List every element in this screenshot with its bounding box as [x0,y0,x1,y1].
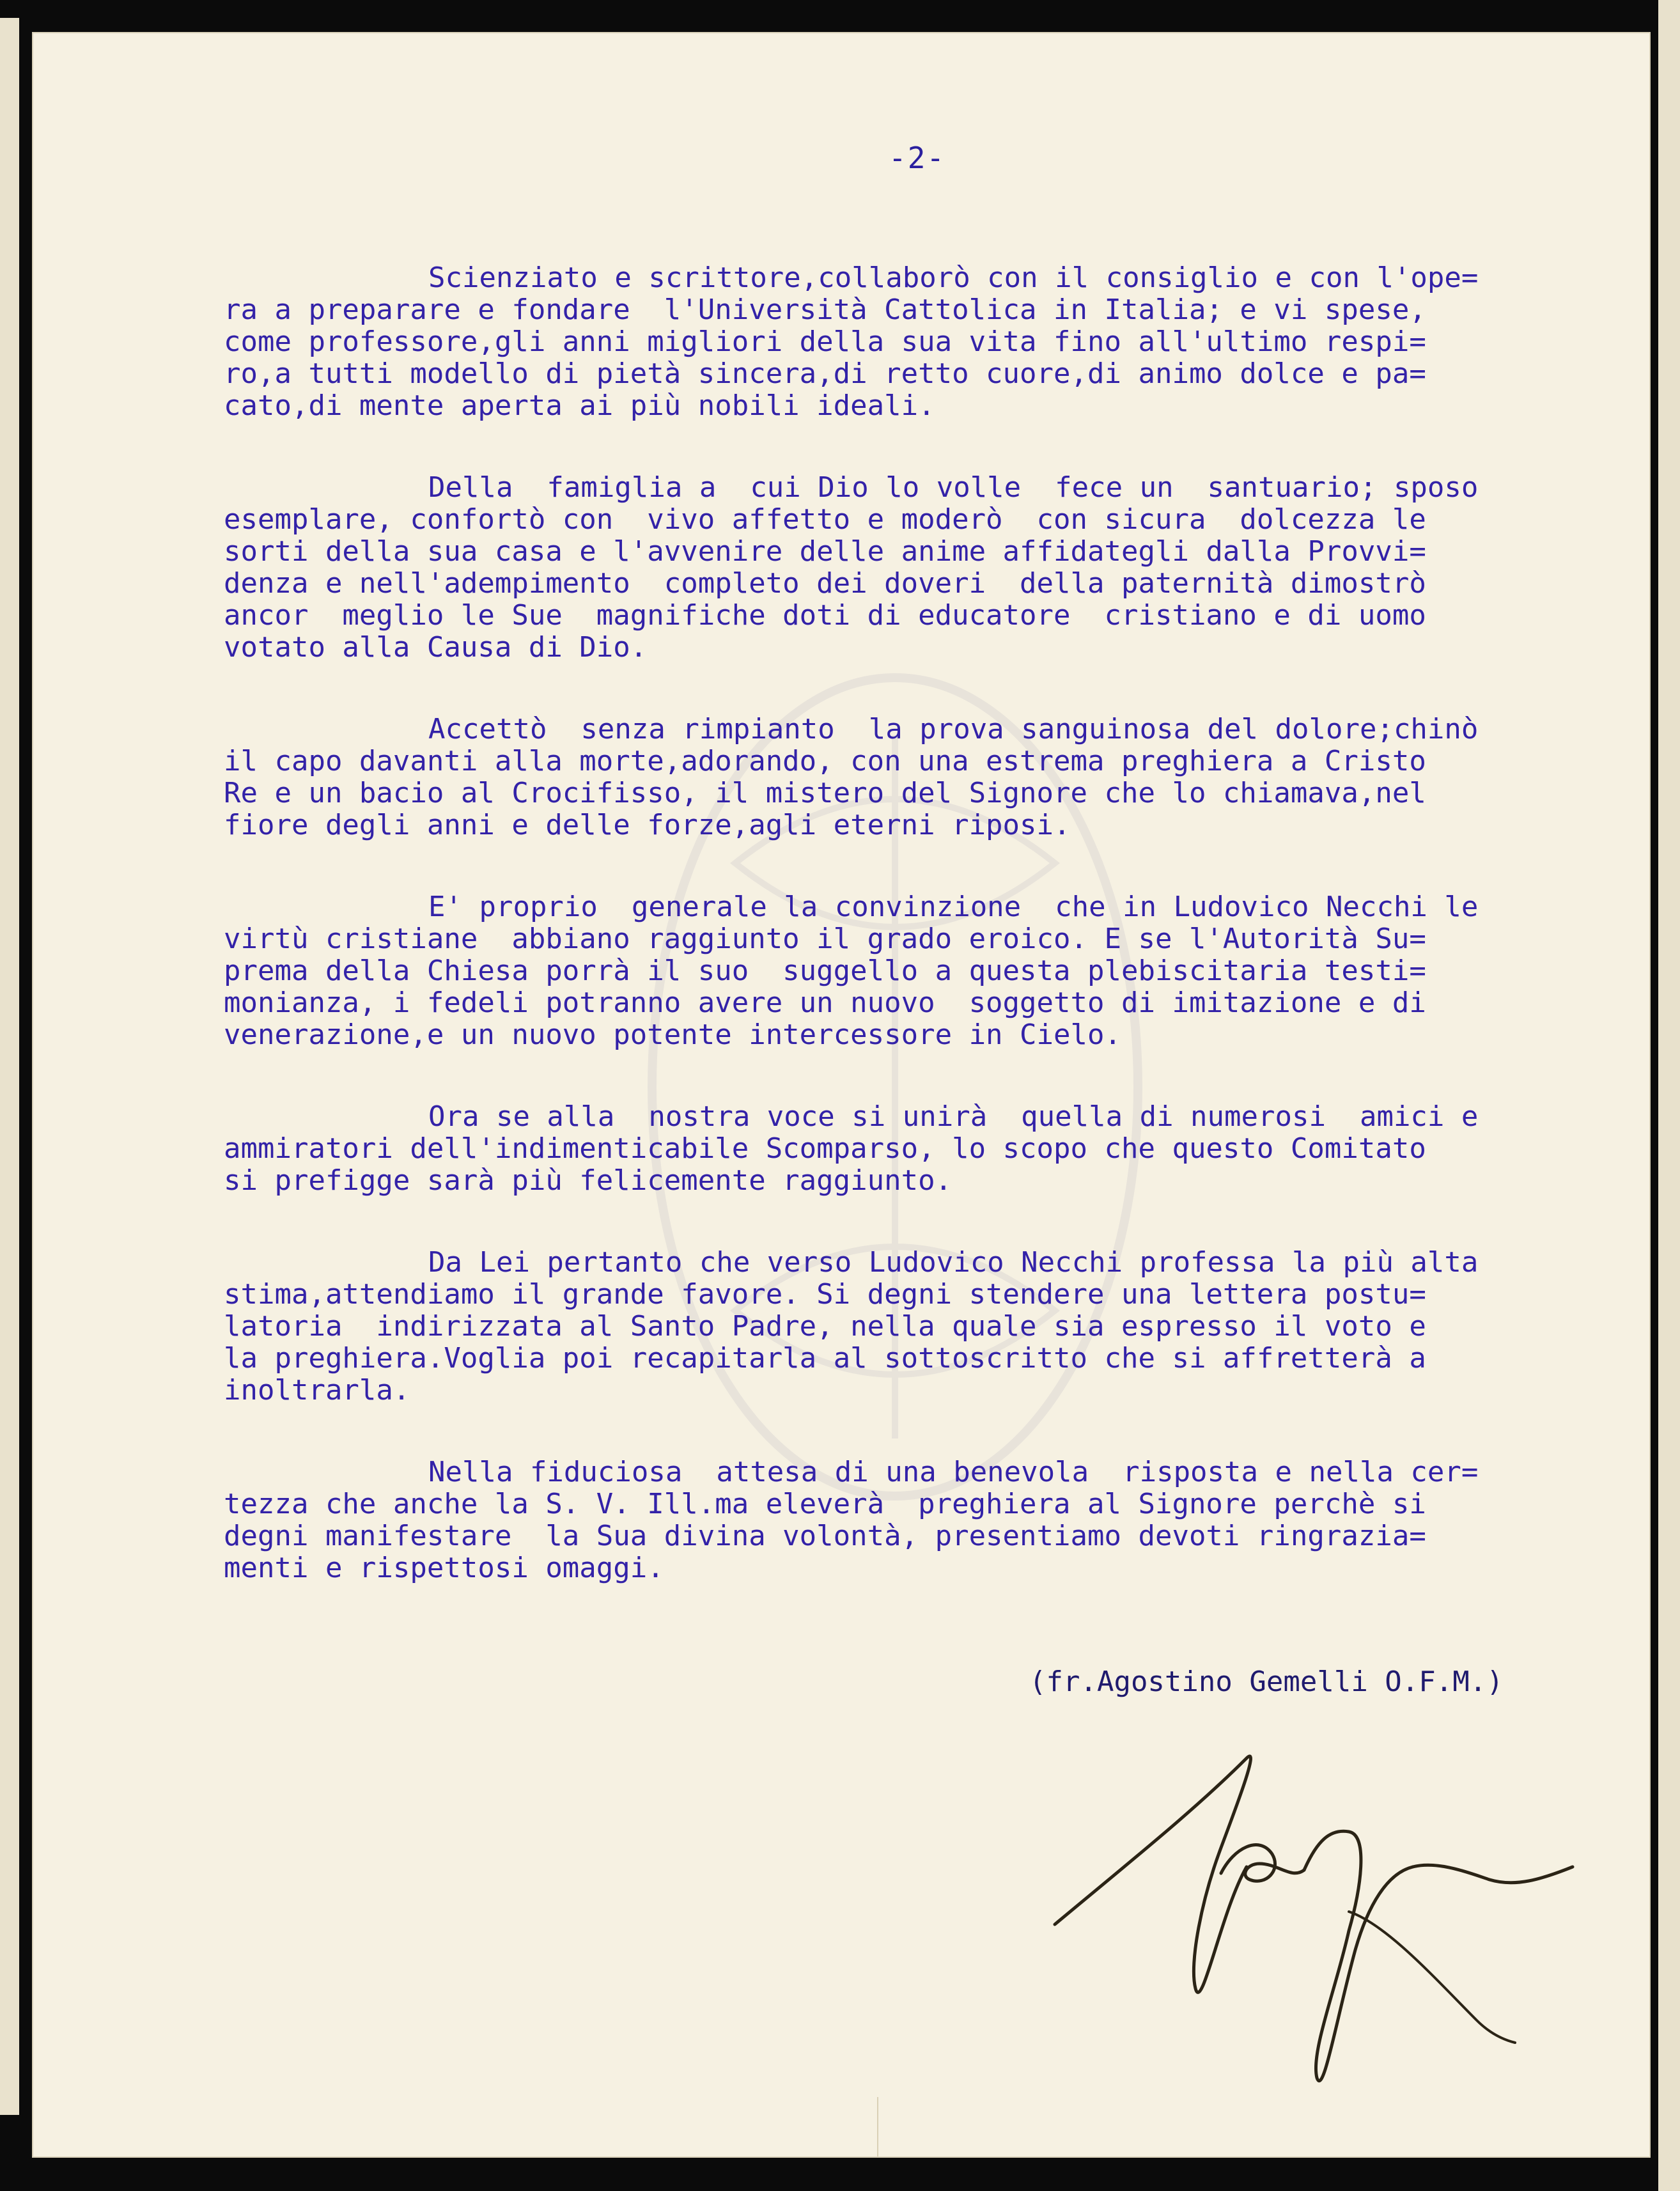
text-line: la preghiera.Voglia poi recapitarla al sottoscritto che si affretterà a [224,1342,1426,1375]
text-line: inoltrarla. [224,1374,410,1407]
text-line: sorti della sua casa e l'avvenire delle anime affidategli dalla Provvi= [224,535,1426,568]
text-line: fiore degli anni e delle forze,agli eterni riposi. [224,809,1071,841]
text-line: Nella fiduciosa attesa di una benevola risposta e nella cer= [428,1456,1479,1488]
text-line: virtù cristiane abbiano raggiunto il grado eroico. E se l'Autorità Su= [224,923,1426,955]
text-line: degni manifestare la Sua divina volontà, presentiamo devoti ringrazia= [224,1520,1426,1552]
letter-page [32,32,1651,2158]
text-line: si prefigge sarà più felicemente raggiunto. [224,1164,953,1197]
text-line: tezza che anche la S. V. Ill.ma eleverà preghiera al Signore perchè si [224,1488,1426,1520]
text-line: il capo davanti alla morte,adorando, con una estrema preghiera a Cristo [224,745,1426,777]
text-line: E' proprio generale la convinzione che in Ludovico Necchi le [428,891,1479,923]
letter-body [224,262,1617,1634]
text-line: latoria indirizzata al Santo Padre, nella quale sia espresso il voto e [224,1310,1426,1343]
text-line: Ora se alla nostra voce si unirà quella di numerosi amici e [428,1100,1479,1133]
page-number: -2- [889,141,946,175]
paragraph [224,472,1617,664]
text-line: Della famiglia a cui Dio lo volle fece un santuario; sposo [428,471,1479,504]
text-line: Scienziato e scrittore,collaborò con il consiglio e con l'ope= [428,261,1479,294]
text-line: esemplare, confortò con vivo affetto e moderò con sicura dolcezza le [224,503,1426,536]
text-line: denza e nell'adempimento completo dei doveri della paternità dimostrò [224,567,1426,600]
paper-crease [877,2097,878,2158]
paragraph [224,1247,1617,1407]
text-line: Da Lei pertanto che verso Ludovico Necchi professa la più alta [428,1246,1479,1279]
handwritten-signature-icon [1029,1720,1605,2103]
paragraph [224,1456,1617,1584]
text-line: venerazione,e un nuovo potente intercessore in Cielo. [224,1018,1121,1051]
signatory-name: (fr.Agostino Gemelli O.F.M.) [1029,1665,1504,1698]
text-line: ro,a tutti modello di pietà sincera,di retto cuore,di animo dolce e pa= [224,357,1426,390]
text-line: stima,attendiamo il grande favore. Si degni stendere una lettera postu= [224,1278,1426,1311]
text-line: ra a preparare e fondare l'Università Cattolica in Italia; e vi spese, [224,293,1426,326]
text-line: ammiratori dell'indimenticabile Scomparso, lo scopo che questo Comitato [224,1132,1426,1165]
text-line: Accettò senza rimpianto la prova sanguinosa del dolore;chinò [428,713,1479,745]
text-line: votato alla Causa di Dio. [224,631,648,664]
text-line: prema della Chiesa porrà il suo suggello a questa plebiscitaria testi= [224,955,1426,987]
text-line: Re e un bacio al Crocifisso, il mistero del Signore che lo chiamava,nel [224,777,1426,809]
backing-sheet-left [0,18,19,2115]
text-line: monianza, i fedeli potranno avere un nuovo soggetto di imitazione e di [224,986,1426,1019]
paragraph [224,262,1617,422]
text-line: ancor meglio le Sue magnifiche doti di educatore cristiano e di uomo [224,599,1426,632]
text-line: cato,di mente aperta ai più nobili ideali. [224,389,935,422]
text-line: menti e rispettosi omaggi. [224,1552,664,1584]
paragraph [224,891,1617,1051]
paragraph [224,713,1617,841]
paragraph [224,1101,1617,1197]
text-line: come professore,gli anni migliori della sua vita fino all'ultimo respi= [224,325,1426,358]
backing-sheet-right [1658,0,1680,2191]
